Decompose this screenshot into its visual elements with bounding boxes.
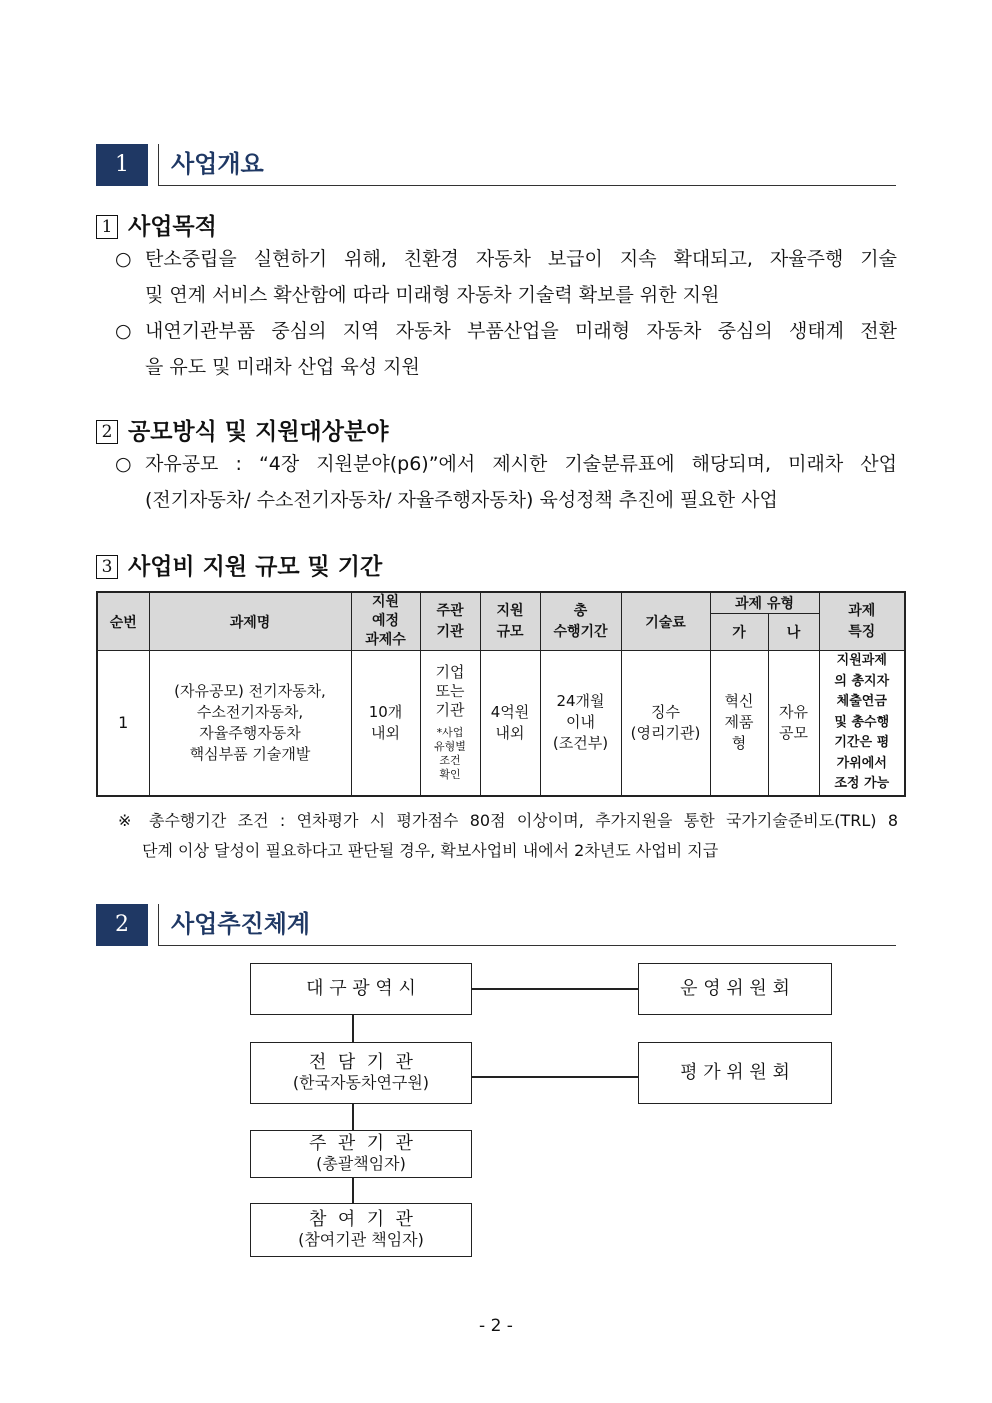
note-line: ※ 총수행기간 조건 : 연차평가 시 평가점수 80점 이상이며, 추가지원을 통한 국가기술준비도(TRL) 8 <box>118 811 898 830</box>
cell-org: 기업 또는 기관 *사업 유형별 조건 확인 <box>420 651 480 796</box>
section-number: 1 <box>96 144 148 186</box>
list-item-continuation <box>115 482 897 518</box>
cell-count: 10개 내외 <box>351 651 420 796</box>
subsection-number-box: 3 <box>96 555 118 579</box>
section-number: 2 <box>96 904 148 946</box>
list-item-text: 탄소중립을 실현하기 위해, 친환경 자동차 보급이 지속 확대되고, 자율주행 기술 <box>145 248 897 270</box>
header-period: 총 수행기간 <box>540 592 621 651</box>
header-type: 과제 유형 <box>710 592 819 614</box>
list-item-text: 내연기관부품 중심의 지역 자동차 부품산업을 미래형 자동차 중심의 생태계 전환 <box>145 320 897 342</box>
org-lead-sub: (총괄책임자) <box>316 1154 406 1173</box>
header-no: 순번 <box>97 592 149 651</box>
org-lead-box <box>250 1130 472 1178</box>
cell-fee: 징수 (영리기관) <box>621 651 710 796</box>
connector-line <box>352 1015 354 1043</box>
org-daegu-box <box>250 963 472 1015</box>
header-type-b: 나 <box>768 614 819 651</box>
cell-name: (자유공모) 전기자동차, 수소전기자동차, 자율주행자동차 핵심부품 기술개발 <box>149 651 351 796</box>
org-participant-box <box>250 1203 472 1257</box>
list-item <box>115 241 897 277</box>
section-title: 사업개요 <box>158 144 264 186</box>
section-rule <box>158 945 896 946</box>
connector-line <box>352 1177 354 1204</box>
cell-feature: 지원과제 의 총지자 체출연금 및 총수행 기간은 평 가위에서 조정 가능 <box>819 651 905 796</box>
org-daegu-label: 대 구 광 역 시 <box>306 978 416 999</box>
subsection-title: 공모방식 및 지원대상분야 <box>128 419 389 445</box>
subsection-number-box: 2 <box>96 420 118 444</box>
section-title: 사업추진체계 <box>158 904 310 946</box>
header-fee: 기술료 <box>621 592 710 651</box>
header-count: 지원 예정 과제수 <box>351 592 420 651</box>
cell-period: 24개월 이내 (조건부) <box>540 651 621 796</box>
bullet-circle-icon: ○ <box>115 320 132 342</box>
subsection-title: 사업목적 <box>128 214 217 240</box>
list-item-text: (전기자동차/ 수소전기자동차/ 자율주행자동차) 육성정책 추진에 필요한 사업 <box>145 489 778 511</box>
subsection-number-box: 1 <box>96 215 118 239</box>
method-list <box>115 446 897 518</box>
subsection-heading-1 <box>96 208 217 241</box>
table-header-row <box>97 592 905 614</box>
cell-no: 1 <box>97 651 149 796</box>
section-header-2 <box>96 904 896 946</box>
section-rule <box>158 185 896 186</box>
budget-table <box>96 591 906 797</box>
list-item-continuation <box>115 349 897 385</box>
org-participant-label: 참 여 기 관 <box>309 1209 413 1230</box>
header-feature: 과제 특징 <box>819 592 905 651</box>
subsection-heading-2 <box>96 413 388 446</box>
connector-line <box>471 1076 639 1078</box>
subsection-title: 사업비 지원 규모 및 기간 <box>128 554 383 580</box>
header-type-a: 가 <box>710 614 768 651</box>
connector-line <box>471 988 639 990</box>
org-agency-label: 전 담 기 관 <box>309 1052 413 1073</box>
list-item-text: 을 유도 및 미래차 산업 육성 지원 <box>145 356 420 378</box>
header-scale: 지원 규모 <box>480 592 540 651</box>
org-committee-ops-label: 운 영 위 원 회 <box>680 978 790 999</box>
org-lead-label: 주 관 기 관 <box>309 1133 413 1154</box>
org-committee-eval-label: 평 가 위 원 회 <box>680 1062 790 1083</box>
bullet-circle-icon: ○ <box>115 453 132 475</box>
org-committee-ops-box <box>638 963 832 1015</box>
connector-line <box>352 1103 354 1131</box>
header-org: 주관 기관 <box>420 592 480 651</box>
list-item-text: 자유공모 : “4장 지원분야(p6)”에서 제시한 기술분류표에 해당되며, 미래차 산업 <box>145 453 897 475</box>
table-row <box>97 651 905 796</box>
section-header-1 <box>96 144 896 186</box>
page-number: - 2 - <box>479 1316 513 1336</box>
org-agency-sub: (한국자동차연구원) <box>292 1073 430 1092</box>
org-participant-sub: (참여기관 책임자) <box>298 1230 424 1249</box>
list-item-text: 및 연계 서비스 확산함에 따라 미래형 자동차 기술력 확보를 위한 지원 <box>145 284 720 306</box>
cell-type-b: 자유 공모 <box>768 651 819 796</box>
cell-scale: 4억원 내외 <box>480 651 540 796</box>
org-agency-box <box>250 1042 472 1104</box>
note-line: 단계 이상 달성이 필요하다고 판단될 경우, 확보사업비 내에서 2차년도 사업비 지급 <box>142 841 719 860</box>
org-committee-eval-box <box>638 1042 832 1104</box>
list-item <box>115 313 897 349</box>
purpose-list <box>115 241 897 385</box>
cell-type-a: 혁신 제품 형 <box>710 651 768 796</box>
header-name: 과제명 <box>149 592 351 651</box>
subsection-heading-3 <box>96 548 382 581</box>
list-item-continuation <box>115 277 897 313</box>
list-item <box>115 446 897 482</box>
period-note <box>118 806 898 866</box>
bullet-circle-icon: ○ <box>115 248 132 270</box>
